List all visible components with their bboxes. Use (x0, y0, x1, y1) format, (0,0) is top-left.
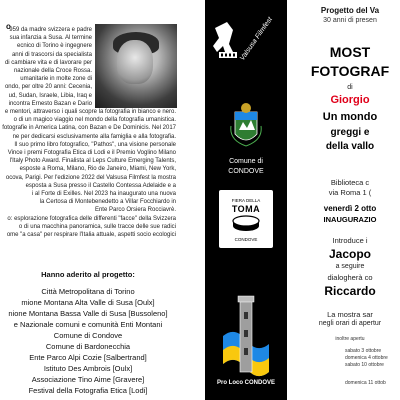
dialogue-line: dialogherà co (327, 273, 373, 282)
event-date: venerdì 2 otto (323, 204, 377, 213)
toma-bottom-text: CONDOVE (234, 237, 258, 242)
bio-line: e mentori, attraverso i quali scopre la fotografia in bianco e nero. (4, 109, 176, 115)
intro-line: Introduce i (332, 236, 368, 245)
schedule-item: sabato 3 ottobre (345, 348, 382, 354)
adherents-title: Hanno aderito al progetto: (41, 270, 135, 279)
anniversary-line: 30 anni di presen (323, 17, 377, 24)
follow-line: a seguire (335, 263, 365, 270)
photographer-portrait (95, 24, 177, 108)
bio-line: esposta a Susa presso il Castello Contessa Adelaide e a (25, 182, 176, 189)
proloco-label: Pro Loco CONDOVE (216, 380, 275, 386)
toma-logo-box (219, 190, 273, 248)
condove-coat-of-arms-icon (231, 103, 261, 146)
adherent-item: Istituto Des Ambrois [Oulx] (43, 364, 133, 373)
adherent-item: Comune di Condove (53, 331, 123, 340)
bio-line: nazionale della Croce Rossa. (13, 68, 92, 75)
bio-line: umanitarie in molte zone di (20, 76, 92, 83)
presenter-2: Riccardo (324, 284, 376, 298)
adherent-item: Associazione Tino Aime [Gravere] (31, 375, 145, 384)
bio-line: di cambiare vita e di lavorare per (4, 59, 92, 66)
bio-line: o: esplorazione fotografica delle differenti "facce" della Svizzera (7, 215, 176, 222)
adherent-item: Festival della Fotografia Etica [Lodi] (28, 386, 148, 395)
bio-line: incontra Ernesto Bazan e Dario (8, 100, 92, 107)
bio-line: sua infanzia a Susa. Al termine (9, 35, 92, 42)
exhibit-subtitle-1: Un mondo (322, 111, 378, 123)
exhibit-subtitle-3: della vallo (325, 141, 375, 152)
bio-top-text (0, 26, 92, 108)
bio-line: l'Italy Photo Award. Finalista al Leps Culture Emerging Talents, (9, 158, 176, 165)
adherent-item: Ente Parco Alpi Cozie [Salbertrand] (29, 353, 147, 362)
event-column (287, 0, 400, 400)
hours-line: negli orari di apertur (318, 320, 382, 327)
bio-line: la Certosa di Montebenedetto a Villar Focchiardo in (39, 199, 176, 206)
inauguration-label: INAUGURAZIO (323, 215, 377, 224)
bio-line: Vince i premi Fotografia Etica di Lodi e il Premio Voglino Milano (7, 150, 176, 157)
toma-title-text: TOMA (231, 204, 261, 214)
di-label: di (347, 84, 353, 91)
bio-line: anni di trascorsi da specialista (11, 51, 92, 58)
bio-line: ne per dedicarsi esclusivamente alla famiglia e alla fotografia. (12, 133, 176, 140)
presenter-1: Jacopo (328, 247, 371, 261)
bio-line: esposte a Roma, Milano, Rio de Janeiro, Miami, New York, (19, 166, 176, 173)
bio-line: ome "a casa" per respirare l'Italia attuale, aspetti socio ecologici (6, 232, 176, 239)
exhibit-subtitle-2: greggi e (330, 127, 370, 138)
bio-line: o di un magico viaggio nel mondo della fotografia umanistica. (13, 117, 176, 124)
bio-line: Il suo primo libro fotografico, "Pathos", una visione personale (14, 141, 176, 148)
filmfest-logo-text: Valsusa Filmfest (239, 16, 275, 63)
mostra-heading: MOST (329, 44, 371, 60)
schedule-item: domenica 11 ottob (345, 380, 386, 386)
filmfest-logo-icon (213, 22, 237, 58)
bio-heading: o (6, 22, 11, 31)
bio-line: ondo, per oltre 20 anni: Cecenia, (4, 84, 92, 91)
bio-full-text (0, 108, 176, 239)
schedule-item: domenica 4 ottobre (345, 355, 388, 361)
adherent-item: Città Metropolitana di Torino (41, 287, 135, 296)
also-open-line: inoltre apertu (335, 336, 365, 342)
fotografica-heading: FOTOGRAF (310, 63, 390, 79)
visit-line: La mostra sar (327, 310, 373, 319)
comune-line2: CONDOVE (228, 168, 264, 175)
venue-line-2: via Roma 1 ( (328, 188, 372, 197)
venue-line-1: Biblioteca c (330, 178, 370, 187)
bio-line: fotografie in America Latina, con Bazan e De Dominicis. Nel 2017 (2, 125, 176, 132)
adherent-item: Comune di Bardonecchia (45, 342, 131, 351)
bio-line: Ente Parco Orsiera Rocciavrè. (94, 207, 176, 214)
schedule-item: sabato 10 ottobre (345, 362, 384, 368)
portrait-face (117, 40, 153, 84)
project-title: Progetto del Va (320, 6, 380, 15)
proloco-logo-icon (223, 296, 269, 376)
bio-line: ecnico di Torino è ingegnere (17, 43, 92, 50)
bio-line: ocova, Parigi. Per l'edizione 2022 del Valsusa Filmfest la mostra (5, 174, 176, 181)
bio-line: o di una macchina panoramica, sulle tracce delle sue radici (18, 223, 176, 230)
bio-line: 959 da madre svizzera e padre (9, 27, 92, 33)
adherent-item: mione Montana Alta Valle di Susa [Oulx] (21, 298, 155, 307)
adherent-item: nione Montana Bassa Valle di Susa [Bussoleno] (8, 309, 168, 318)
bio-line: ud, Sudan, Israele, Libia, Iraq e (8, 92, 92, 99)
comune-line1: Comune di (229, 158, 263, 165)
sponsor-band (205, 0, 287, 400)
photographer-name: Giorgio (330, 94, 370, 106)
adherent-item: e Nazionale comuni e comunità Enti Montani (13, 320, 163, 329)
adherents-list (0, 286, 176, 396)
toma-top-text: FIERA DELLA (231, 198, 261, 203)
bio-line: i al Forte di Exilles. Nel 2023 ha inaugurato una nuova (31, 191, 176, 198)
